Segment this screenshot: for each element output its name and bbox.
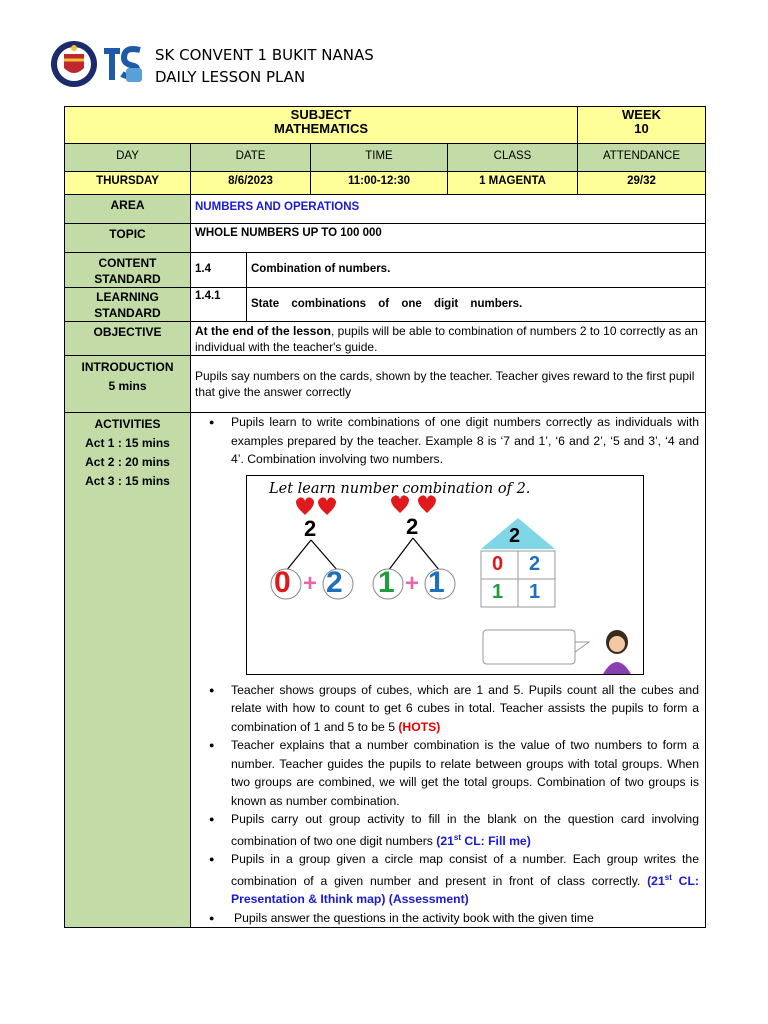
- activity-item: [231, 736, 699, 810]
- figure-title: Let learn number combination of 2.: [269, 480, 531, 497]
- act-2-time: Act 2 : 20 mins: [85, 455, 170, 469]
- house-cell: 1: [529, 580, 541, 603]
- tree2-top: 2: [406, 513, 419, 539]
- tree1-plus: +: [303, 569, 318, 597]
- learning-standard-label: LEARNING STANDARD: [65, 288, 191, 322]
- introduction-duration: 5 mins: [108, 379, 147, 393]
- class-header: CLASS: [448, 144, 578, 172]
- content-standard-row: [65, 253, 706, 288]
- activity-text: Pupils learn to write combinations of one digit numbers correctly as individuals with examples prepared by the teacher. Example 8 is ‘7 and 1’, ‘6 and 2’, ‘5 and 3’, ‘4 and 4’. Combination involving two numbers.: [231, 415, 699, 466]
- schedule-header-row: [65, 144, 706, 172]
- activity-text: Pupils in a group given a circle map consist of a number. Each group writes the combination of a given number and present in front of class correctly.: [231, 852, 699, 888]
- content-standard-label: CONTENT STANDARD: [65, 253, 191, 288]
- tree1-right: 2: [326, 565, 343, 599]
- tree2-right: 1: [428, 565, 445, 599]
- activities-label-cell: [65, 413, 191, 928]
- objective-lead: At the end of the lesson: [195, 324, 332, 338]
- activity-item: [231, 681, 699, 737]
- teacher-icon: [603, 630, 631, 674]
- learning-standard-code: 1.4.1: [191, 288, 247, 322]
- content-standard-code: 1.4: [191, 253, 247, 288]
- house-top-number: 2: [509, 524, 521, 547]
- anniversary-logo-icon: [100, 40, 146, 86]
- introduction-text: Pupils say numbers on the cards, shown by the teacher. Teacher gives reward to the first pupil that give the answer correctly: [191, 356, 706, 413]
- house-cell: 2: [529, 552, 541, 575]
- area-value: NUMBERS AND OPERATIONS: [191, 195, 706, 224]
- lesson-plan-table: [64, 106, 706, 928]
- objective-text: , pupils will be able to combination of numbers 2 to 10 correctly as an individual with the teacher's guide.: [195, 324, 698, 354]
- subject-row: [65, 107, 706, 144]
- introduction-row: [65, 356, 706, 413]
- house-cell: 1: [492, 580, 504, 603]
- time-header: TIME: [311, 144, 448, 172]
- introduction-label-cell: [65, 356, 191, 413]
- house-cell: 0: [492, 552, 504, 575]
- activities-list: [195, 413, 699, 469]
- act-1-time: Act 1 : 15 mins: [85, 436, 170, 450]
- heart-icon: [296, 495, 436, 515]
- attendance-header: ATTENDANCE: [578, 144, 706, 172]
- day-value: THURSDAY: [65, 172, 191, 195]
- activities-content: [191, 413, 706, 928]
- hots-tag: (HOTS): [398, 719, 441, 734]
- document-title: DAILY LESSON PLAN: [155, 68, 306, 86]
- class-value: 1 MAGENTA: [448, 172, 578, 195]
- date-header: DATE: [191, 144, 311, 172]
- introduction-label: INTRODUCTION: [81, 360, 174, 374]
- learning-standard-row: [65, 288, 706, 322]
- week-label: WEEK: [622, 107, 661, 122]
- activity-text: Pupils carry out group activity to fill in the blank on the question card involving combination of two one digit numbers: [231, 812, 699, 848]
- time-value: 11:00-12:30: [311, 172, 448, 195]
- tree2-left: 1: [378, 565, 395, 599]
- activities-label: ACTIVITIES: [94, 417, 161, 431]
- content-standard-text: Combination of numbers.: [247, 253, 706, 288]
- learning-standard-text: State combinations of one digit numbers.: [247, 288, 706, 322]
- schedule-value-row: [65, 172, 706, 195]
- activity-text: Pupils answer the questions in the activity book with the given time: [234, 910, 594, 925]
- activity-text: Teacher explains that a number combination is the value of two numbers to form a number. Teacher guides the pupils to relate between groups with total groups. When two groups are combined, we will get the total groups. Combination of two groups is known as number combination.: [231, 738, 699, 808]
- topic-label: TOPIC: [65, 224, 191, 253]
- combination-figure: [246, 475, 644, 675]
- activities-list-continued: [195, 681, 699, 928]
- cl-tag: (21st CL: Fill me): [436, 832, 531, 848]
- school-header: [155, 44, 374, 88]
- school-logos: [50, 38, 146, 90]
- school-name: SK CONVENT 1 BUKIT NANAS: [155, 46, 374, 64]
- tree2-plus: +: [405, 569, 420, 597]
- tree1-left: 0: [274, 565, 291, 599]
- subject-value: MATHEMATICS: [273, 121, 369, 136]
- day-header: DAY: [65, 144, 191, 172]
- area-label: AREA: [65, 195, 191, 224]
- tree1-top: 2: [304, 515, 317, 541]
- date-value: 8/6/2023: [191, 172, 311, 195]
- objective-label: OBJECTIVE: [65, 322, 191, 356]
- topic-row: [65, 224, 706, 253]
- activity-item: [231, 413, 699, 469]
- activity-text: Teacher shows groups of cubes, which are 1 and 5. Pupils count all the cubes and relate with how to count to get 6 cubes in total. Teacher assists the pupils to form a combination of 1 and 5 to be 5: [231, 682, 699, 734]
- week-value: 10: [634, 121, 649, 136]
- objective-row: [65, 322, 706, 356]
- attendance-value: 29/32: [578, 172, 706, 195]
- act-3-time: Act 3 : 15 mins: [85, 474, 170, 488]
- topic-value: WHOLE NUMBERS UP TO 100 000: [191, 224, 706, 253]
- activity-item: [231, 909, 699, 928]
- subject-label: SUBJECT: [290, 107, 352, 122]
- cl-tag: (21st CL: Presentation & Ithink map) (Assessment): [231, 872, 699, 907]
- activity-item: [231, 850, 699, 909]
- activities-row: [65, 413, 706, 928]
- objective-cell: [191, 322, 706, 356]
- activity-item: [231, 810, 699, 850]
- area-row: [65, 195, 706, 224]
